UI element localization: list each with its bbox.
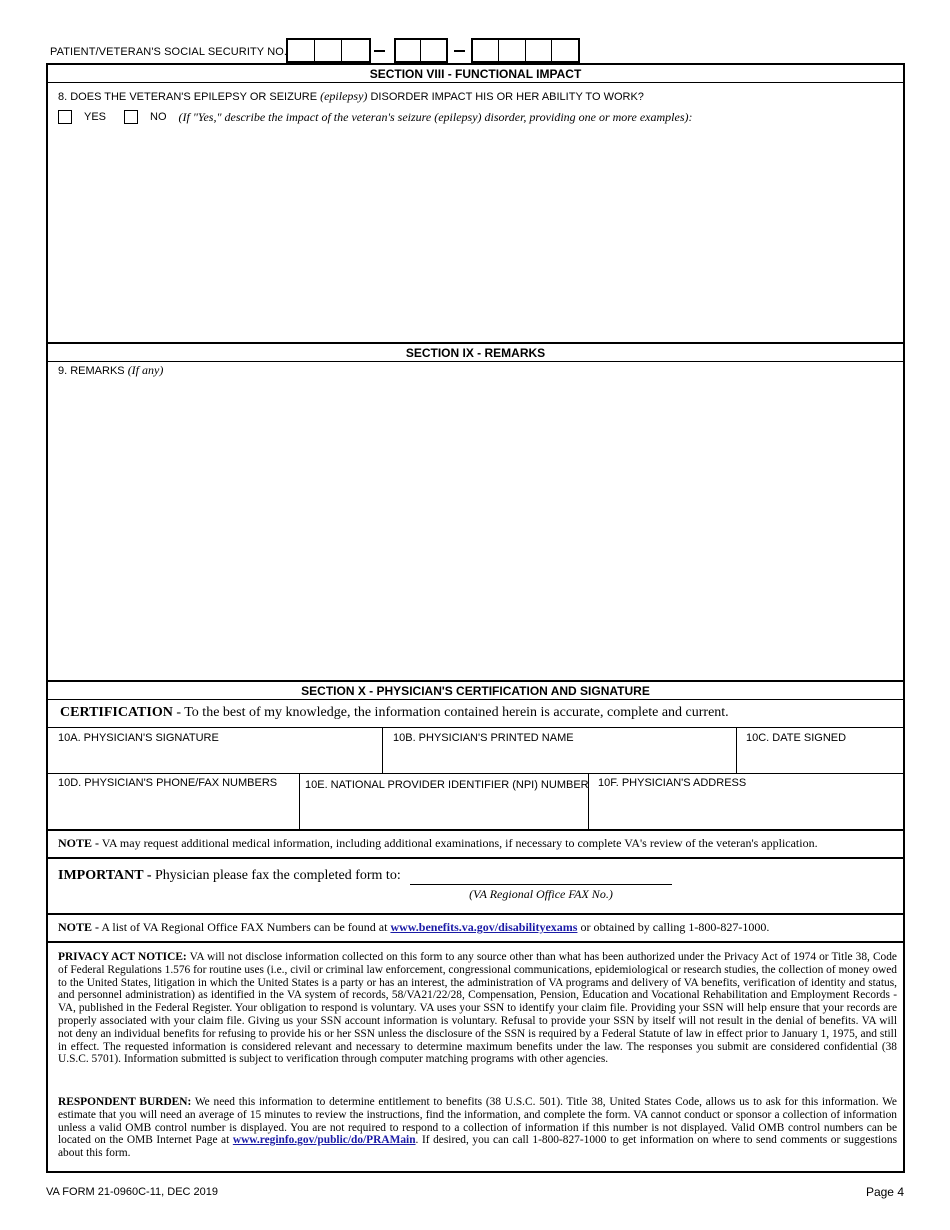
burden-text-end: . If desired, you can call 1-800-827-1000 to get information on where to send comments or suggestions about this form. bbox=[58, 1134, 898, 1160]
divider bbox=[48, 913, 903, 915]
question-8-italic: (epilepsy) bbox=[320, 89, 368, 103]
field-10e-label: 10E. NATIONAL PROVIDER IDENTIFIER (NPI) NUMBER bbox=[305, 779, 589, 791]
field-10d-label: 10D. PHYSICIAN'S PHONE/FAX NUMBERS bbox=[58, 777, 278, 789]
no-label: NO bbox=[150, 111, 167, 123]
ssn-digit-box[interactable] bbox=[342, 40, 369, 61]
yes-checkbox[interactable] bbox=[58, 110, 72, 124]
npi-number-field[interactable] bbox=[303, 793, 584, 827]
omb-link[interactable]: www.reginfo.gov/public/do/PRAMain bbox=[232, 1134, 416, 1147]
phone-fax-field[interactable] bbox=[52, 793, 295, 827]
certification-bold: CERTIFICATION bbox=[60, 705, 173, 720]
important-bold: IMPORTANT - bbox=[58, 868, 152, 883]
privacy-bold: PRIVACY ACT NOTICE: bbox=[58, 951, 187, 963]
yes-no-row bbox=[58, 109, 693, 125]
note-text: A list of VA Regional Office FAX Numbers can be found at bbox=[99, 920, 391, 934]
note-additional-info bbox=[58, 836, 818, 851]
privacy-text: VA will not disclose information collected on this form to any source other than what has been authorized under the Privacy Act of 1974 or Title 38, Code of Federal Regulations 1.576 for routine uses (i.e., civil or criminal law enforcement, congressional communications, epidemiological or research studies, the collection of money owed to the United States, litigation in which the United States is a party or has an interest, the administration of VA programs and delivery of VA benefits, verification of identity and status, and personnel administration) as identified in the VA system of records, 58/VA21/22/28, Compensation, Pension, Education and Vocational Rehabilitation and Employment Records - VA, published in the Federal Register. Your obligation to respond is voluntary. VA uses your SSN to identify your claim file. Providing your SSN will help ensure that your records are properly associated with your claim file. Giving us your SSN account information is voluntary. Refusal to provide your SSN by itself will not result in the denial of benefits. VA will not deny an individual benefits for refusing to provide his or her SSN unless the disclosure of the SSN is required by a Federal Statute of law in effect prior to January 1, 1975, and still in effect. The requested information is considered relevant and necessary to determine maximum benefits under the law. The responses you submit are considered confidential (38 U.S.C. 5701). Information submitted is subject to verification through computer matching programs with other agencies. bbox=[58, 951, 897, 1066]
divider bbox=[48, 857, 903, 859]
form-identifier: VA FORM 21-0960C-11, DEC 2019 bbox=[46, 1186, 219, 1198]
physician-address-field[interactable] bbox=[592, 793, 902, 827]
fax-number-field[interactable] bbox=[410, 865, 672, 883]
ssn-part-3[interactable] bbox=[471, 38, 580, 63]
divider bbox=[48, 829, 903, 831]
yes-label: YES bbox=[84, 111, 107, 123]
ssn-digit-box[interactable] bbox=[552, 40, 578, 61]
divider bbox=[588, 773, 589, 829]
ssn-digit-box[interactable] bbox=[396, 40, 421, 61]
field-10f-label: 10F. PHYSICIAN'S ADDRESS bbox=[598, 777, 747, 789]
ssn-digit-box[interactable] bbox=[473, 40, 499, 61]
note-fax-list bbox=[58, 920, 769, 935]
ssn-part-2[interactable] bbox=[394, 38, 448, 63]
ssn-dash bbox=[454, 50, 465, 52]
remarks-area[interactable] bbox=[48, 379, 903, 679]
note-bold: NOTE - bbox=[58, 920, 100, 934]
note-text: VA may request additional medical information, including additional examinations, if necessary to complete VA's review of the veteran's application. bbox=[99, 836, 818, 850]
ssn-part-1[interactable] bbox=[286, 38, 371, 63]
section-9-header: SECTION IX - REMARKS bbox=[48, 344, 903, 362]
field-10a-label: 10A. PHYSICIAN'S SIGNATURE bbox=[58, 732, 219, 744]
impact-description-area[interactable] bbox=[48, 127, 903, 341]
ssn-row bbox=[46, 38, 906, 64]
fax-number-line bbox=[410, 884, 672, 885]
remarks-label bbox=[58, 363, 163, 378]
question-8-text-end: DISORDER IMPACT HIS OR HER ABILITY TO WORK? bbox=[367, 91, 644, 103]
ssn-digit-box[interactable] bbox=[526, 40, 552, 61]
section-8-header: SECTION VIII - FUNCTIONAL IMPACT bbox=[48, 65, 903, 83]
burden-text: We need this information to determine entitlement to benefits (38 U.S.C. 501). Title 38, United States Code, allows us to ask for this information. We estimate that you will need an average of 15 minutes to review the instructions, find the information, and complete the form. VA cannot conduct or sponsor a collection of information unless a valid OMB control number is displayed. You are not required to respond to a collection of information if this number is not displayed. Valid OMB control numbers can be located on the OMB Internet Page at bbox=[58, 1096, 897, 1147]
fax-caption: (VA Regional Office FAX No.) bbox=[469, 887, 613, 901]
ssn-dash bbox=[374, 50, 385, 52]
privacy-act-notice bbox=[58, 951, 897, 1066]
ssn-digit-box[interactable] bbox=[315, 40, 342, 61]
divider bbox=[736, 727, 737, 773]
page-number: Page 4 bbox=[865, 1185, 904, 1199]
field-10b-label: 10B. PHYSICIAN'S PRINTED NAME bbox=[393, 732, 574, 744]
divider bbox=[382, 727, 383, 773]
form-body bbox=[46, 63, 905, 1173]
remarks-label-text: 9. REMARKS bbox=[58, 365, 128, 377]
important-fax-instruction bbox=[58, 868, 401, 884]
disability-exams-link[interactable]: www.benefits.va.gov/disabilityexams bbox=[390, 920, 578, 934]
question-8-text: 8. DOES THE VETERAN'S EPILEPSY OR SEIZURE bbox=[58, 91, 321, 103]
note-text-end: or obtained by calling 1-800-827-1000. bbox=[577, 920, 770, 934]
remarks-label-italic: (If any) bbox=[127, 363, 164, 377]
ssn-label: PATIENT/VETERAN'S SOCIAL SECURITY NO. bbox=[50, 46, 288, 58]
physician-printed-name-field[interactable] bbox=[386, 745, 732, 771]
respondent-burden bbox=[58, 1096, 897, 1160]
note-bold: NOTE - bbox=[58, 836, 100, 850]
divider bbox=[299, 773, 300, 829]
divider bbox=[48, 941, 903, 943]
physician-signature-field[interactable] bbox=[52, 745, 378, 771]
divider bbox=[48, 773, 903, 774]
burden-bold: RESPONDENT BURDEN: bbox=[58, 1096, 192, 1108]
certification-text: - To the best of my knowledge, the information contained herein is accurate, complete and current. bbox=[172, 705, 729, 720]
ssn-digit-box[interactable] bbox=[421, 40, 446, 61]
date-signed-field[interactable] bbox=[740, 745, 902, 771]
divider bbox=[48, 727, 903, 728]
certification-statement bbox=[60, 705, 729, 721]
no-checkbox[interactable] bbox=[124, 110, 138, 124]
impact-instruction: (If "Yes," describe the impact of the veteran's seizure (epilepsy) disorder, providing one or more examples): bbox=[178, 109, 693, 124]
section-10-header: SECTION X - PHYSICIAN'S CERTIFICATION AND SIGNATURE bbox=[48, 682, 903, 700]
ssn-digit-box[interactable] bbox=[499, 40, 525, 61]
ssn-digit-box[interactable] bbox=[288, 40, 315, 61]
important-text: Physician please fax the completed form to: bbox=[151, 868, 401, 883]
question-8 bbox=[58, 89, 644, 104]
field-10c-label: 10C. DATE SIGNED bbox=[746, 732, 847, 744]
